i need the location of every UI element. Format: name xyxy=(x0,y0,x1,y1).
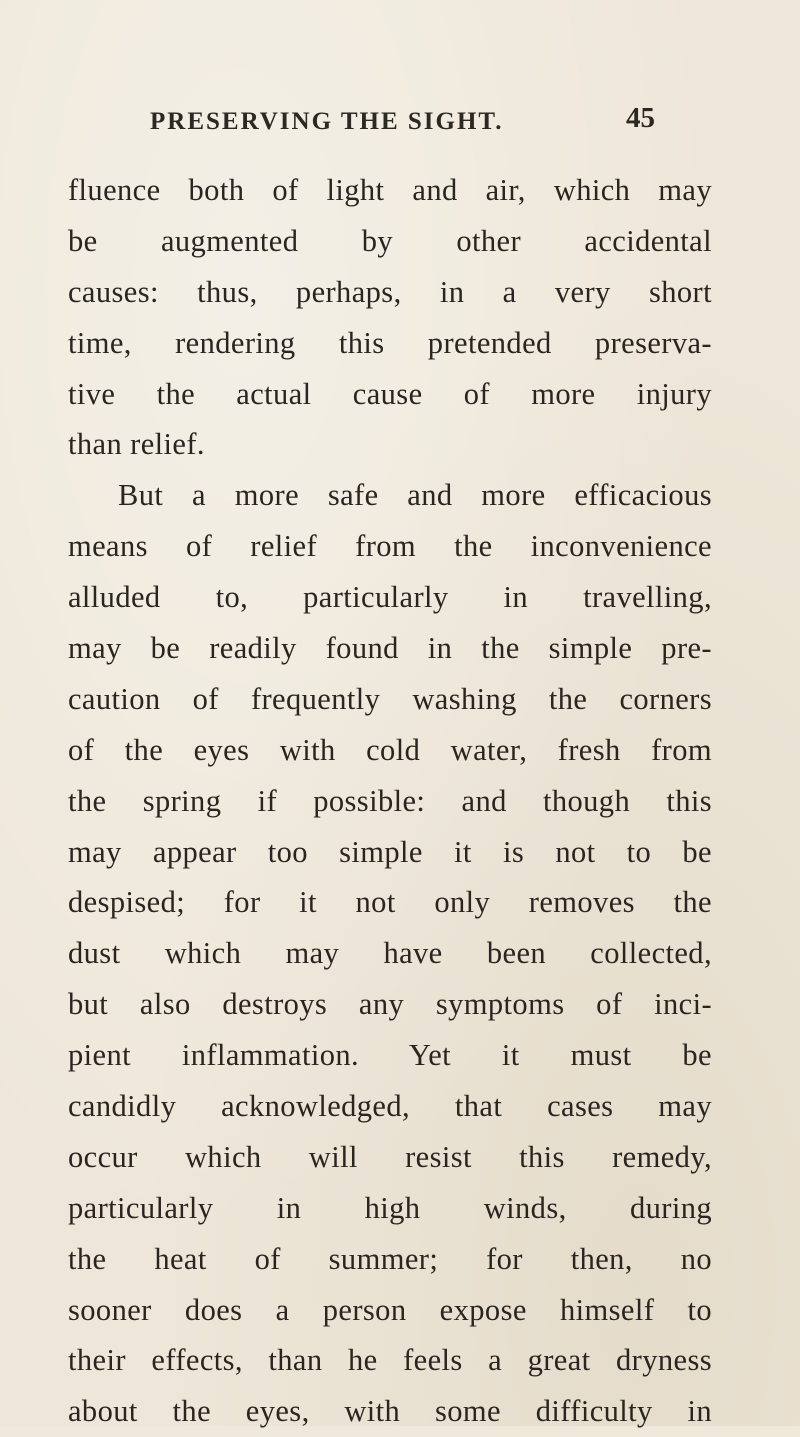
text-line: than relief. xyxy=(68,427,205,462)
text-line: may be readily found in the simple pre- xyxy=(68,631,712,666)
text-line: pient inflammation. Yet it must be xyxy=(68,1038,712,1073)
text-line: causes: thus, perhaps, in a very short xyxy=(68,274,712,309)
text-line: dust which may have been collected, xyxy=(68,936,712,971)
text-line: caution of frequently washing the corners xyxy=(68,681,712,716)
running-head xyxy=(150,102,690,148)
text-line: about the eyes, with some difficulty in xyxy=(68,1394,712,1429)
text-line: particularly in high winds, during xyxy=(68,1190,712,1225)
text-line: occur which will resist this remedy, xyxy=(68,1139,712,1174)
text-line: despised; for it not only removes the xyxy=(68,885,712,920)
page-number: 45 xyxy=(626,102,655,134)
body-text xyxy=(68,165,712,1437)
text-line: sooner does a person expose himself to xyxy=(68,1292,712,1327)
text-line: fluence both of light and air, which may xyxy=(68,173,712,207)
text-line: the spring if possible: and though this xyxy=(68,783,712,818)
text-line: their effects, than he feels a great dryness xyxy=(68,1343,712,1378)
text-line: means of relief from the inconvenience xyxy=(68,529,712,564)
text-line: may appear too simple it is not to be xyxy=(68,834,712,869)
text-line: time, rendering this pretended preserva- xyxy=(68,325,712,360)
text-line: be augmented by other accidental xyxy=(68,223,712,258)
text-line: of the eyes with cold water, fresh from xyxy=(68,732,712,767)
text-line: but also destroys any symptoms of inci- xyxy=(68,987,712,1022)
running-title: PRESERVING THE SIGHT. xyxy=(150,108,504,135)
text-line: candidly acknowledged, that cases may xyxy=(68,1089,712,1124)
paragraph-first-line: But a more safe and more efficacious xyxy=(118,478,712,513)
text-line: the heat of summer; for then, no xyxy=(68,1241,712,1276)
text-line: tive the actual cause of more injury xyxy=(68,376,712,411)
text-line: alluded to, particularly in travelling, xyxy=(68,580,712,615)
